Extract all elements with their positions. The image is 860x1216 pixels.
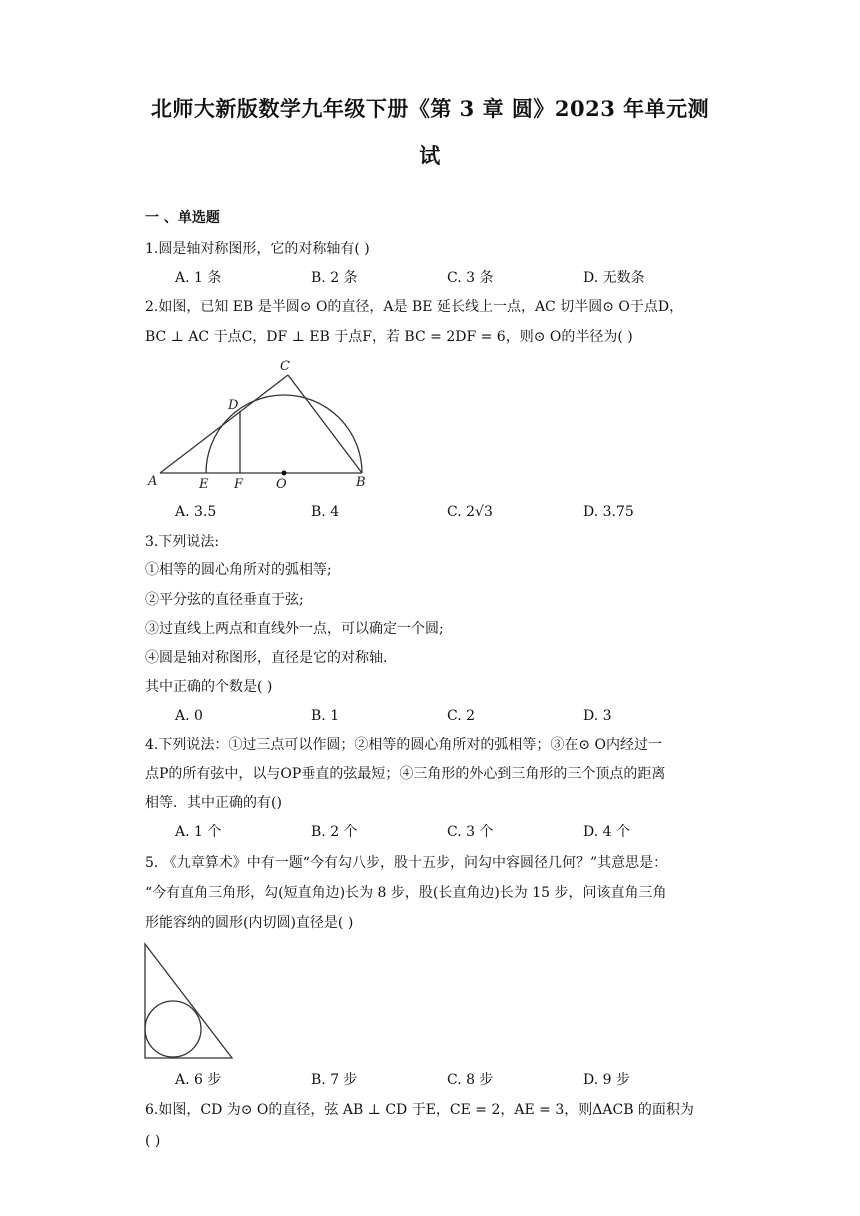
q4-option-a: A. 1 个 bbox=[175, 824, 222, 840]
center-point-o bbox=[282, 471, 287, 476]
q3-text: 3.下列说法: bbox=[145, 534, 220, 550]
doc-title-line2: 试 bbox=[419, 143, 441, 168]
q3-statement-2: ②平分弦的直径垂直于弦; bbox=[145, 592, 304, 608]
q1-option-c: C. 3 条 bbox=[447, 270, 494, 286]
q1-option-a: A. 1 条 bbox=[175, 270, 222, 286]
q2-text-line2: BC ⊥ AC 于点C，DF ⊥ EB 于点F，若 BC = 2DF = 6，则⊙ O的半径为( ) bbox=[145, 329, 633, 345]
q5-option-b: B. 7 步 bbox=[311, 1072, 358, 1088]
q5-text-line2: “今有直角三角形，勾(短直角边)长为 8 步，股(长直角边)长为 15 步，问该直角三角 bbox=[145, 885, 667, 901]
label-c: C bbox=[280, 359, 290, 374]
q2-text-line1: 2.如图，已知 EB 是半圆⊙ O的直径，A是 BE 延长线上一点，AC 切半圆⊙ O于点D， bbox=[145, 299, 684, 315]
q3-option-b: B. 1 bbox=[311, 708, 340, 724]
q2-option-b: B. 4 bbox=[311, 504, 340, 520]
q5-option-c: C. 8 步 bbox=[447, 1072, 494, 1088]
q4-option-d: D. 4 个 bbox=[583, 824, 630, 840]
label-b: B bbox=[356, 475, 366, 490]
q1-option-d: D. 无数条 bbox=[583, 270, 645, 286]
q4-option-b: B. 2 个 bbox=[311, 824, 358, 840]
incircle bbox=[145, 1001, 201, 1057]
label-d: D bbox=[228, 398, 239, 413]
q3-option-d: D. 3 bbox=[583, 708, 612, 724]
q1-text: 1.圆是轴对称图形，它的对称轴有( ) bbox=[145, 241, 370, 257]
q5-option-a: A. 6 步 bbox=[175, 1072, 222, 1088]
q5-text-line3: 形能容纳的圆形(内切圆)直径是( ) bbox=[145, 915, 354, 931]
q2-semicircle-figure bbox=[140, 355, 380, 495]
label-f: F bbox=[234, 477, 244, 492]
q3-prompt: 其中正确的个数是( ) bbox=[145, 679, 273, 695]
q1-option-b: B. 2 条 bbox=[311, 270, 358, 286]
q2-option-c: C. 2√3 bbox=[447, 504, 493, 520]
q4-text-line1: 4.下列说法：①过三点可以作圆；②相等的圆心角所对的弧相等；③在⊙ O内经过一 bbox=[145, 737, 663, 753]
doc-title-line1: 北师大新版数学九年级下册《第 3 章 圆》2023 年单元测 bbox=[150, 96, 710, 121]
label-o: O bbox=[276, 477, 287, 492]
q3-statement-4: ④圆是轴对称图形，直径是它的对称轴. bbox=[145, 650, 388, 666]
q6-text-line2: ( ) bbox=[145, 1133, 161, 1149]
q5-option-d: D. 9 步 bbox=[583, 1072, 630, 1088]
q5-triangle-incircle-figure bbox=[140, 940, 240, 1065]
label-e: E bbox=[199, 477, 209, 492]
q3-option-c: C. 2 bbox=[447, 708, 476, 724]
q4-text-line3: 相等．其中正确的有() bbox=[145, 795, 282, 811]
q4-text-line2: 点P的所有弦中，以与OP垂直的弦最短；④三角形的外心到三角形的三个顶点的距离 bbox=[145, 766, 666, 782]
q3-statement-3: ③过直线上两点和直线外一点，可以确定一个圆; bbox=[145, 621, 444, 637]
section-heading: 一 、单选题 bbox=[145, 210, 220, 226]
q3-statement-1: ①相等的圆心角所对的弧相等; bbox=[145, 562, 332, 578]
label-a: A bbox=[148, 474, 158, 489]
line-cb bbox=[288, 375, 362, 473]
q2-option-a: A. 3.5 bbox=[175, 504, 217, 520]
q6-text-line1: 6.如图，CD 为⊙ O的直径，弦 AB ⊥ CD 于E，CE = 2，AE = 3，则ΔACB 的面积为 bbox=[145, 1102, 694, 1118]
q4-option-c: C. 3 个 bbox=[447, 824, 494, 840]
q2-option-d: D. 3.75 bbox=[583, 504, 634, 520]
right-triangle bbox=[145, 944, 232, 1058]
q3-option-a: A. 0 bbox=[175, 708, 203, 724]
q5-text-line1: 5. 《九章算术》中有一题“今有勾八步，股十五步，问勾中容圆径几何？”其意思是： bbox=[145, 855, 668, 871]
